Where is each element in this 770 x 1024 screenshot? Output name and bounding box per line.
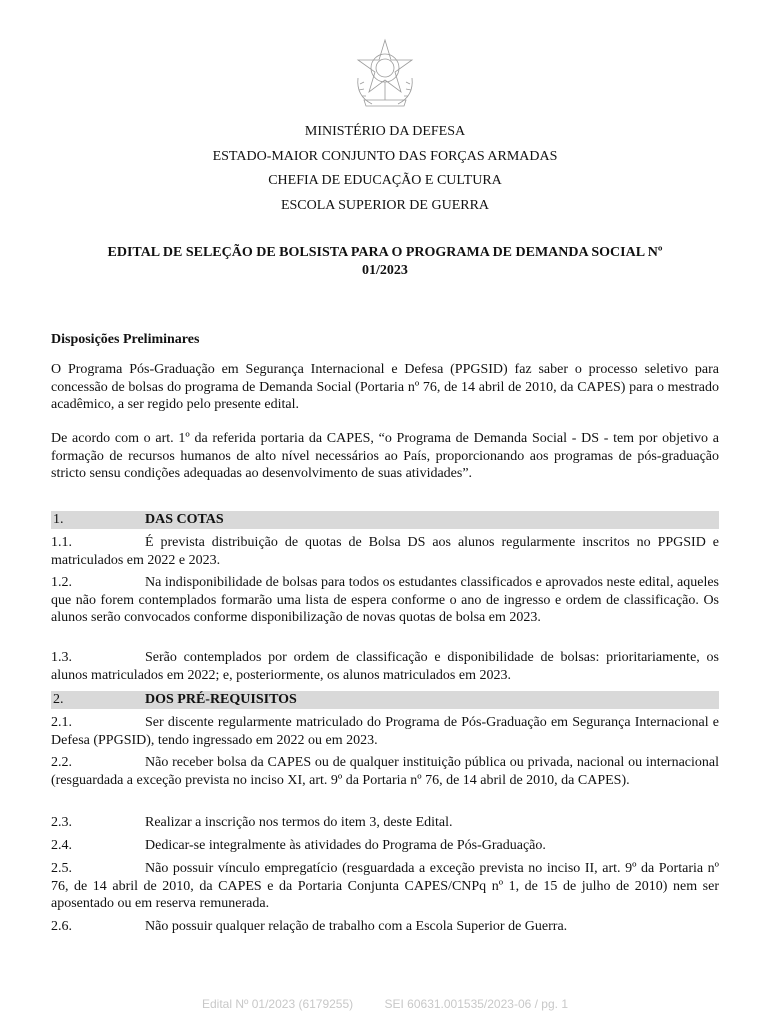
item-text: Na indisponibilidade de bolsas para todos os estudantes classificados e aprovados neste edital, aqueles que não forem contemplados formarão uma lista de espera conforme o ano de ingresso e ordem de classificação. Os alunos serão convocados conforme disponibilização de novas quotas de bolsa em 2023. <box>51 575 719 625</box>
section-number: 2. <box>53 692 64 707</box>
title-line-2: 01/2023 <box>362 263 408 278</box>
header-ministry: MINISTÉRIO DA DEFESA <box>304 124 466 139</box>
item-text: Dedicar-se integralmente às atividades do Programa de Pós-Graduação. <box>145 838 546 853</box>
item-number: 2.4. <box>51 838 72 853</box>
list-item <box>51 574 719 627</box>
list-item <box>51 649 719 684</box>
header-school: ESCOLA SUPERIOR DE GUERRA <box>280 197 490 213</box>
section-heading-1 <box>51 511 719 529</box>
document-header <box>0 120 770 218</box>
preliminary-heading: Disposições Preliminares <box>51 332 200 347</box>
item-number: 1.2. <box>51 575 72 590</box>
item-number: 2.1. <box>51 715 72 730</box>
list-item <box>51 918 719 936</box>
item-text: Não receber bolsa da CAPES ou de qualquer instituição pública ou privada, nacional ou internacional (resguardada a exceção prevista no inciso XI, art. 9º da Portaria nº 76, de 14 abril de 2010, da CAPES). <box>51 755 719 788</box>
list-item <box>51 714 719 749</box>
list-item <box>51 534 719 569</box>
list-item <box>51 860 719 913</box>
item-number: 2.5. <box>51 861 72 876</box>
item-number: 2.2. <box>51 755 72 770</box>
item-text: Ser discente regularmente matriculado do Programa de Pós-Graduação em Segurança Internacional e Defesa (PPGSID), tendo ingressado em 2022 ou em 2023. <box>51 715 719 748</box>
section-heading-2 <box>51 691 719 709</box>
list-item <box>51 814 719 832</box>
item-text: Realizar a inscrição nos termos do item 3, deste Edital. <box>145 815 453 830</box>
item-text: É prevista distribuição de quotas de Bolsa DS aos alunos regularmente inscritos no PPGSID e matriculados em 2022 e 2023. <box>51 535 719 568</box>
footer-sei-reference: SEI 60631.001535/2023-06 / pg. 1 <box>384 997 568 1011</box>
item-text: Serão contemplados por ordem de classificação e disponibilidade de bolsas: prioritariamente, os alunos matriculados em 2022; e, posteriormente, os alunos matriculados em 2023. <box>51 650 719 683</box>
preliminary-paragraph-2: De acordo com o art. 1º da referida portaria da CAPES, “o Programa de Demanda Social - DS - tem por objetivo a formação de recursos humanos de alto nível necessários ao País, proporcionando aos programas de pós-graduação stricto sensu condições adequadas ao desenvolvimento de suas atividades”. <box>51 431 719 481</box>
page-footer <box>0 997 770 1011</box>
section-title: DOS PRÉ-REQUISITOS <box>145 692 297 707</box>
header-staff: ESTADO-MAIOR CONJUNTO DAS FORÇAS ARMADAS <box>212 148 558 164</box>
item-number: 2.6. <box>51 919 72 934</box>
section-title: DAS COTAS <box>145 512 224 527</box>
list-item <box>51 837 719 855</box>
header-department: CHEFIA DE EDUCAÇÃO E CULTURA <box>268 173 502 188</box>
preliminary-paragraph-1: O Programa Pós-Graduação em Segurança Internacional e Defesa (PPGSID) faz saber o processo seletivo para concessão de bolsas do programa de Demanda Social (Portaria nº 76, de 14 abril de 2010, da CAPES) para o mestrado acadêmico, a ser regido pelo presente edital. <box>51 362 719 412</box>
coat-of-arms-icon <box>350 38 420 110</box>
item-text: Não possuir qualquer relação de trabalho com a Escola Superior de Guerra. <box>145 919 568 934</box>
title-line-1: EDITAL DE SELEÇÃO DE BOLSISTA PARA O PROGRAMA DE DEMANDA SOCIAL Nº <box>107 245 663 260</box>
item-text: Não possuir vínculo empregatício (resguardada a exceção prevista no inciso II, art. 9º da Portaria nº 76, de 14 abril de 2010, da CAPES e da Portaria Conjunta CAPES/CNPq nº 1, de 15 de julho de 2010) nem ser aposentado ou em reserva remunerada. <box>51 861 719 911</box>
document-title <box>60 244 710 280</box>
item-number: 2.3. <box>51 815 72 830</box>
item-number: 1.3. <box>51 650 72 665</box>
list-item <box>51 754 719 789</box>
section-number: 1. <box>53 512 64 527</box>
footer-document-id: Edital Nº 01/2023 (6179255) <box>202 997 354 1011</box>
item-number: 1.1. <box>51 535 72 550</box>
